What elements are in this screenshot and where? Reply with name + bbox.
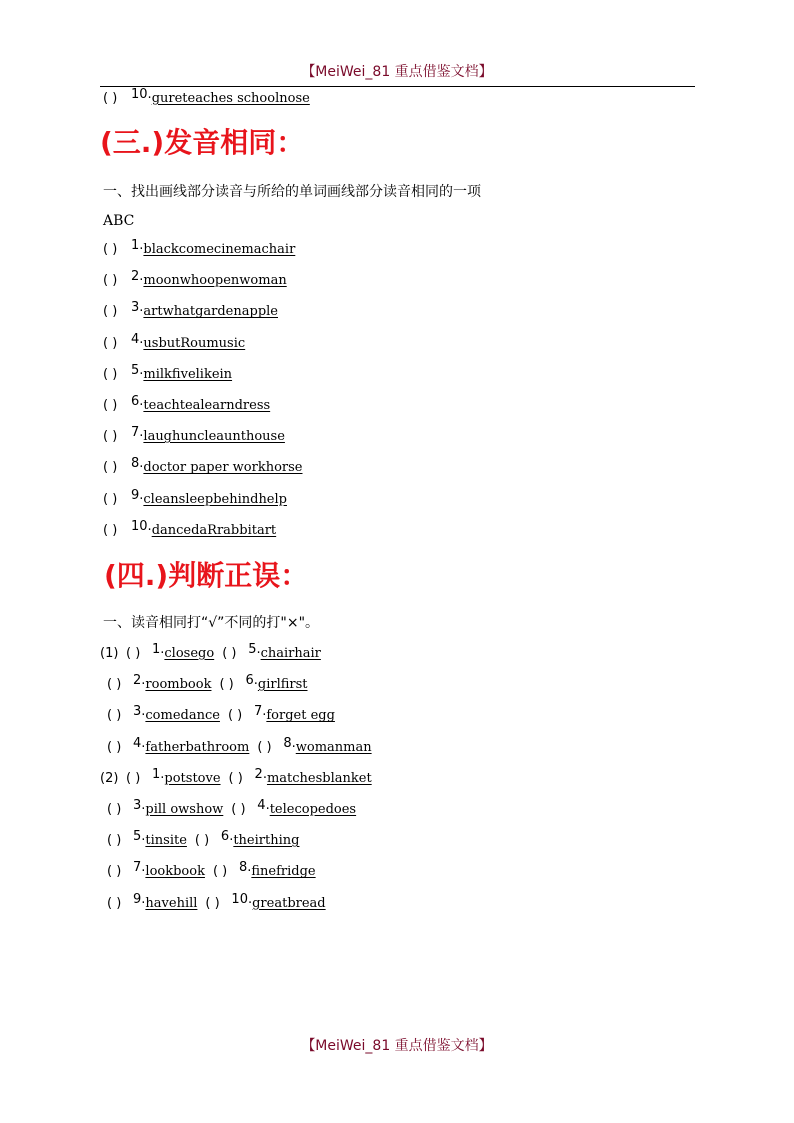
answer-paren[interactable]: ( ) (103, 304, 118, 320)
item-words: dancedaRrabbitart (151, 522, 277, 538)
item-words: finefridge (251, 864, 316, 880)
item-words: havehill (145, 895, 198, 911)
answer-paren[interactable]: ( ) (227, 708, 243, 724)
item-words: greatbread (252, 895, 326, 911)
answer-paren[interactable]: ( ) (103, 366, 118, 382)
item-words: laughuncleaunthouse (143, 429, 285, 445)
item-number: 4. (133, 735, 146, 751)
section4-instruction: 一、读音相同打“√”不同的打"×"。 (103, 615, 320, 631)
answer-paren[interactable]: ( ) (107, 895, 122, 911)
item-number: 6. (131, 394, 144, 409)
answer-paren[interactable]: ( ) (103, 522, 118, 538)
group-label: (1) (100, 646, 119, 661)
item-words: doctor paper workhorse (143, 460, 303, 476)
answer-paren[interactable]: ( ) (231, 802, 246, 817)
answer-paren[interactable]: ( ) (103, 242, 118, 257)
list-item (103, 331, 246, 353)
item-number: 10. (131, 518, 152, 534)
item-number: 7. (253, 704, 267, 720)
answer-paren[interactable]: ( ) (126, 770, 141, 786)
abc-label: ABC (103, 213, 135, 229)
item-words: chairhair (260, 646, 321, 661)
item-number: 3. (133, 798, 146, 813)
item-number: 1. (152, 642, 165, 657)
item-number: 10. (231, 891, 253, 907)
item-words: usbutRoumusic (143, 335, 246, 351)
table-row (100, 891, 326, 913)
item-number: 4. (257, 798, 270, 813)
item-number: 8. (238, 860, 252, 876)
answer-paren[interactable]: ( ) (103, 491, 118, 507)
answer-paren[interactable]: ( ) (257, 739, 272, 755)
item-number: 5. (248, 642, 261, 657)
answer-paren[interactable]: ( ) (219, 677, 234, 693)
answer-paren[interactable]: ( ) (126, 646, 141, 661)
item-words: forget egg (266, 708, 335, 724)
item-number: 7. (133, 860, 146, 876)
answer-paren[interactable]: ( ) (205, 895, 220, 911)
item-number: 6. (245, 673, 258, 689)
answer-paren[interactable]: ( ) (107, 833, 122, 849)
answer-paren[interactable]: ( ) (103, 398, 118, 413)
answer-paren[interactable]: ( ) (107, 864, 122, 880)
item-number: 2. (131, 269, 144, 285)
item-words: comedance (145, 708, 220, 724)
item-number: 6. (220, 829, 234, 845)
item-words: tinsite (145, 833, 187, 849)
item-words: telecopedoes (269, 802, 357, 817)
table-row (100, 766, 372, 788)
item-number: 3. (131, 300, 144, 316)
item-words: gureteaches schoolnose (151, 91, 310, 106)
header-rule (100, 86, 695, 87)
section4-title: (四.)判断正误： (104, 559, 309, 592)
item-number: 7. (131, 425, 144, 441)
item-words: potstove (164, 770, 221, 786)
answer-paren[interactable]: ( ) (228, 770, 243, 786)
item-number: 10. (131, 87, 152, 102)
list-item (103, 456, 303, 477)
list-item (103, 269, 287, 290)
answer-paren[interactable]: ( ) (212, 864, 228, 880)
answer-paren[interactable]: ( ) (103, 273, 118, 289)
answer-paren[interactable]: ( ) (194, 833, 210, 849)
item-words: blackcomecinemachair (143, 242, 296, 257)
item-words: milkfivelikein (143, 366, 233, 382)
list-item (103, 238, 296, 259)
table-row (100, 642, 321, 663)
item-number: 1. (152, 766, 165, 782)
answer-paren[interactable]: ( ) (107, 739, 122, 755)
item-number: 3. (133, 704, 146, 720)
item-words: teachtealearndress (143, 398, 271, 413)
top-item (103, 87, 310, 108)
item-number: 9. (133, 891, 146, 907)
item-words: lookbook (145, 864, 205, 880)
item-words: fatherbathroom (145, 739, 250, 755)
answer-paren[interactable]: ( ) (107, 708, 122, 724)
item-words: roombook (145, 677, 212, 693)
item-words: matchesblanket (266, 770, 372, 786)
group-label: (2) (100, 770, 119, 786)
item-words: theirthing (233, 833, 300, 849)
list-item (103, 362, 233, 384)
table-row (100, 735, 372, 757)
list-item (103, 394, 271, 415)
section3-instruction: 一、找出画线部分读音与所给的单词画线部分读音相同的一项 (103, 184, 481, 200)
item-number: 2. (254, 766, 267, 782)
page-footer: 【MeiWei_81 重点借鉴文档】 (301, 1038, 493, 1054)
item-number: 4. (131, 331, 144, 347)
item-words: womanman (295, 739, 372, 755)
answer-paren[interactable]: ( ) (103, 429, 118, 445)
answer-paren[interactable]: ( ) (103, 460, 118, 476)
list-item (103, 425, 285, 446)
item-number: 1. (131, 238, 144, 253)
table-row (100, 704, 335, 725)
item-number: 8. (283, 735, 296, 751)
item-number: 5. (131, 362, 144, 378)
answer-paren[interactable]: ( ) (103, 335, 118, 351)
item-words: closego (164, 646, 215, 661)
answer-paren[interactable]: ( ) (107, 802, 122, 817)
table-row (100, 673, 308, 694)
item-words: moonwhoopenwoman (143, 273, 287, 289)
answer-paren[interactable]: ( ) (222, 646, 237, 661)
item-number: 9. (131, 487, 144, 503)
item-number: 5. (133, 829, 146, 845)
table-row (100, 860, 316, 881)
list-item (103, 300, 278, 321)
page-header: 【MeiWei_81 重点借鉴文档】 (301, 64, 493, 80)
item-words: artwhatgardenapple (143, 304, 278, 320)
list-item (103, 487, 287, 509)
answer-paren[interactable]: ( ) (103, 91, 118, 106)
item-words: cleansleepbehindhelp (143, 491, 287, 507)
item-words: pill owshow (145, 802, 224, 817)
table-row (100, 798, 357, 819)
table-row (100, 829, 300, 850)
list-item (103, 518, 277, 540)
item-number: 2. (133, 673, 146, 689)
item-words: girlfirst (257, 677, 308, 693)
answer-paren[interactable]: ( ) (107, 677, 122, 693)
item-number: 8. (131, 456, 144, 472)
section3-title: (三.)发音相同： (100, 126, 305, 159)
